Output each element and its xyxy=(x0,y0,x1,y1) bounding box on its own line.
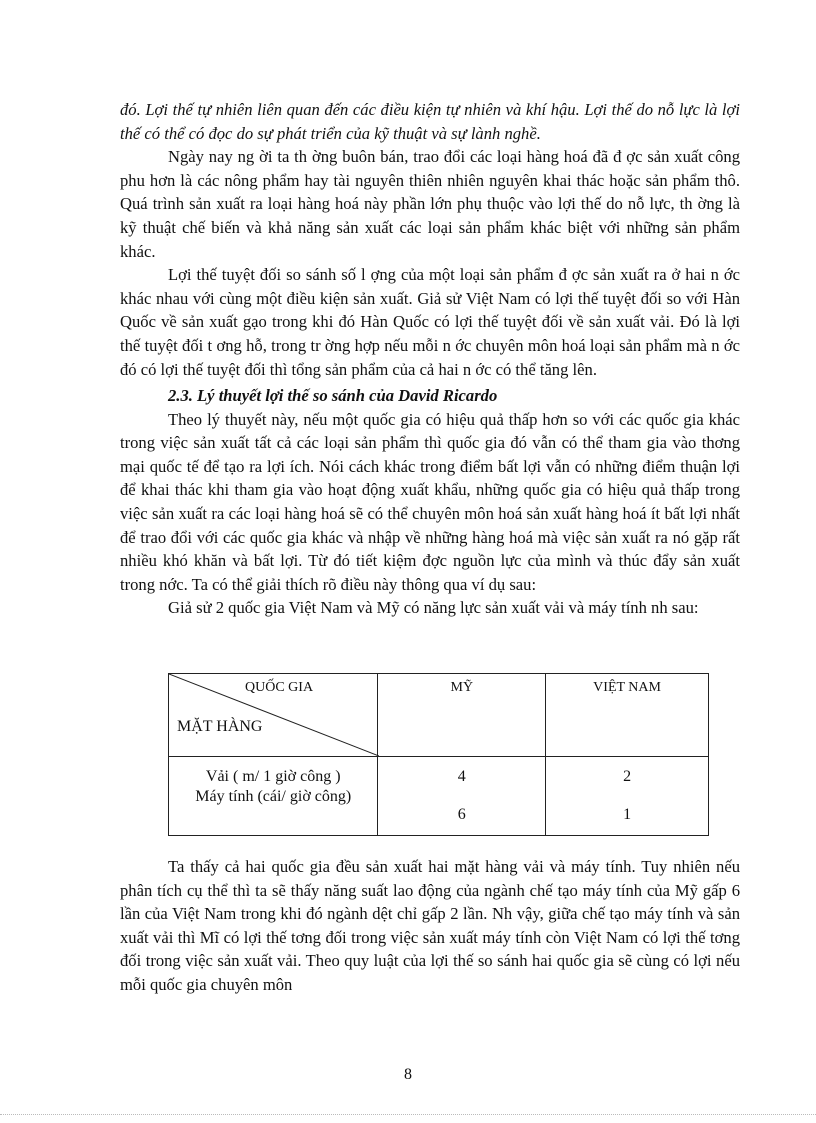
paragraph-example-intro: Giả sử 2 quốc gia Việt Nam và Mỹ có năng lực sản xuất vải và máy tính nh sau: xyxy=(168,598,699,618)
header-goods-label: MẶT HÀNG xyxy=(177,718,263,735)
paragraph-ricardo-theory: Theo lý thuyết này, nếu một quốc gia có hiệu quả thấp hơn so với các quốc gia khác trong việc sản xuất tất cả các loại sản phẩm thì quốc gia đó vẫn có thể tham gia vào thơng mại quốc tế để tạo ra lợi ích. Nói cách khác trong điểm bất lợi vẫn có những điểm thuận lợi để khai thác khi tham gia vào hoạt động xuất khẩu, những quốc gia có hiệu quả thấp trong việc sản xuất ra các loại hàng hoá sẽ có thể chuyên môn hoá sản xuất hàng hoá ít bất lợi nhất để trao đổi với các quốc gia khác và nhập về những hàng hoá mà việc sản xuất ra nó gặp rất nhiều khó khăn và bất lợi. Từ đó tiết kiệm đợc nguồn lực của mình và thúc đẩy sản xuất trong nớc. Ta có thể giải thích rõ điều này thông qua ví dụ sau: xyxy=(120,409,740,594)
footer-divider xyxy=(0,1114,816,1115)
my-fabric-value: 4 xyxy=(457,768,466,785)
page-number: 8 xyxy=(404,1066,412,1083)
bottom-text-block xyxy=(120,855,740,997)
production-table xyxy=(168,673,709,836)
italic-continuation-paragraph: đó. Lợi thế tự nhiên liên quan đến các điều kiện tự nhiên và khí hậu. Lợi thế do nỗ lực là lợi thế có thể có đọc do sự phát triển của kỹ thuật và sự lành nghề. xyxy=(120,100,740,143)
vn-fabric-value: 2 xyxy=(623,768,632,785)
header-country-label: QUỐC GIA xyxy=(245,680,314,695)
paragraph-analysis: Ta thấy cả hai quốc gia đều sản xuất hai mặt hàng vải và máy tính. Tuy nhiên nếu phân tích cụ thể thì ta sẽ thấy năng suất lao động của ngành chế tạo máy tính của Mỹ gấp 6 lần của Việt Nam trong khi đó ngành dệt chỉ gấp 2 lần. Nh vậy, giữa chế tạo máy tính và sản xuất vải thì Mĩ có lợi thế tơng đối trong việc sản xuất máy tính còn Việt Nam có lợi thế tơng đối trong việc sản xuất vải. Theo quy luật của lợi thế so sánh hai quốc gia sẽ cùng có lợi nếu mỗi quốc gia chuyên môn xyxy=(120,857,740,994)
row-label-computer: Máy tính (cái/ giờ công) xyxy=(195,788,352,805)
paragraph-absolute-advantage: Lợi thế tuyệt đối so sánh số l ợng của một loại sản phẩm đ ợc sản xuất ra ở hai n ớc khác nhau với cùng một điều kiện sản xuất. Giả sử Việt Nam có lợi thế tuyệt đối so với Hàn Quốc về sản xuất gạo trong khi đó Hàn Quốc có lợi thế tuyệt đối về sản xuất vải. Đó là lợi thế tuyệt đối t ơng hỗ, trong tr ờng hợp nếu mỗi n ớc chuyên môn hoá loại sản phẩm mà n ớc đó có lợi thế tuyệt đối thì tổng sản phẩm của cả hai n ớc có thể tăng lên. xyxy=(120,265,740,379)
section-heading: 2.3. Lý thuyết lợi thế so sánh của David Ricardo xyxy=(168,386,498,405)
column-header-vietnam: VIỆT NAM xyxy=(546,674,709,757)
production-table-wrapper xyxy=(168,673,709,836)
row-label-fabric: Vải ( m/ 1 giờ công ) xyxy=(205,768,341,785)
column-header-my: MỸ xyxy=(378,674,546,757)
table-header-row xyxy=(169,674,709,757)
row-labels-cell xyxy=(169,757,378,836)
diagonal-header-cell xyxy=(169,674,378,757)
section-block xyxy=(120,384,740,620)
paragraph-trade-goods: Ngày nay ng ời ta th ờng buôn bán, trao đổi các loại hàng hoá đã đ ợc sản xuất công phu hơn là các nông phẩm hay tài nguyên thiên nhiên nguyên khai thác hoặc sản phẩm thô. Quá trình sản xuất ra loại hàng hoá này phần lớn phụ thuộc vào lợi thế do nỗ lực, th ờng là kỹ thuật chế biến và khả năng sản xuất các loại sản phẩm khác biệt với những sản phẩm khác. xyxy=(120,147,740,261)
vn-computer-value: 1 xyxy=(623,806,632,823)
my-values-cell xyxy=(378,757,546,836)
my-computer-value: 6 xyxy=(457,806,466,823)
table-row xyxy=(169,757,709,836)
top-text-block xyxy=(120,98,740,381)
vn-values-cell xyxy=(546,757,709,836)
